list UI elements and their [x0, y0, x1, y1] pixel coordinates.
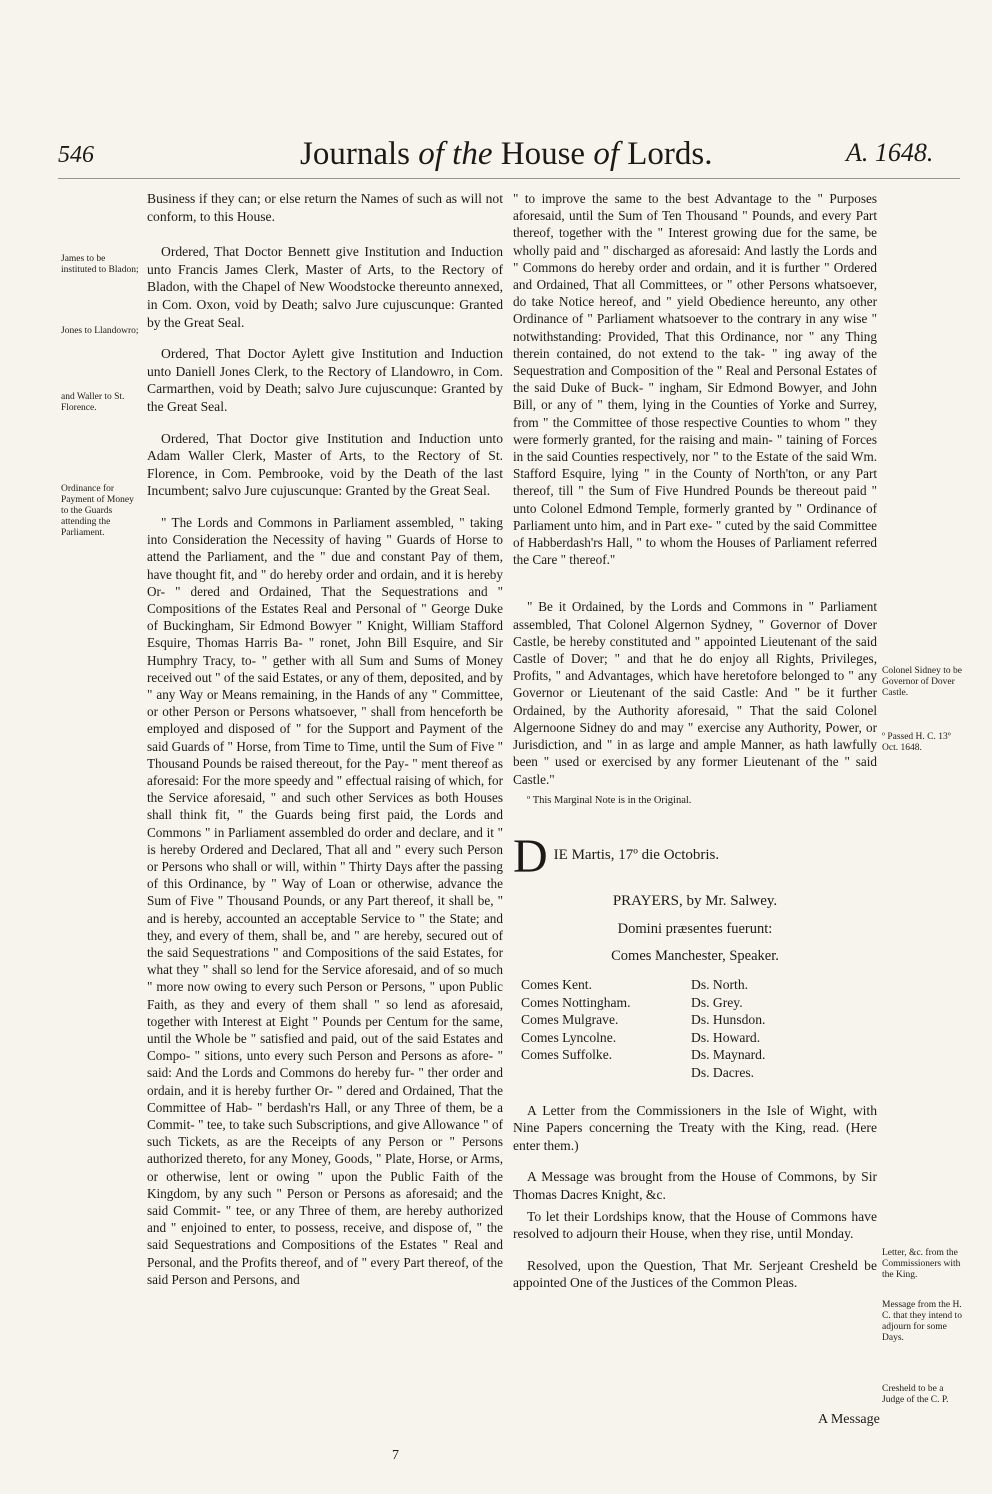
lord-entry: Comes Nottingham. — [521, 994, 631, 1010]
lord-entry: Ds. Howard. — [691, 1029, 761, 1045]
page-title: Journals of the House of Lords. — [300, 136, 713, 172]
margin-note-waller: and Waller to St. Florence. — [61, 392, 125, 413]
ordinance-sydney: " Be it Ordained, by the Lords and Commons in " Parliament assembled, That Colonel Algernon Sydney, " Governor of Dover Castle, be hereby constituted and " appointed Lieutenant of the said Castle of Dover; " and that he do enjoy all Rights, Privileges, Profits, " and Advantages, which have heretofore belonged to " any Governor or Lieutenant of the said Castle: And " be it further Ordained, by the Authority aforesaid, " That the said Colonel Algernoone Sidney do and may " exercise any Authority, Power, or Jurisdiction, and " in as large and ample Manner, as hath lawfully been " used or exercised by any former Lieutenant of the " said Castle." — [513, 599, 877, 787]
lord-entry: Comes Kent. — [521, 977, 592, 993]
drop-cap: D — [513, 830, 548, 884]
footnote: º This Marginal Note is in the Original. — [527, 794, 692, 806]
lord-entry: Ds. Grey. — [691, 994, 743, 1010]
message-commons: A Message was brought from the House of Commons, by Sir Thomas Dacres Knight, &c. — [513, 1169, 877, 1203]
speaker-line: Comes Manchester, Speaker. — [611, 948, 779, 965]
lord-entry: Comes Suffolke. — [521, 1047, 613, 1063]
lord-entry: Ds. Maynard. — [691, 1047, 766, 1063]
margin-note-sidney: Colonel Sidney to be Governor of Dover Castle. — [882, 666, 962, 698]
margin-note-letter: Letter, &c. from the Commissioners with the King. — [882, 1248, 961, 1280]
ordinance-continuation: " to improve the same to the best Advantage to the " Purposes aforesaid, until the Sum of Ten Thousand " Pounds, and every Part thereof, together with the " Interest growing due for the same, be wholly paid and " discharged as aforesaid: And lastly the Lords and " Commons do hereby order and ordain, and it is further " Ordered and Ordained, That all Committees, or " other Persons whatsoever, do take Notice hereof, and " yield Obedience hereunto, any other Ordinance of " Parliament whatsoever to the contrary in any wise " notwithstanding: Provided, That this Ordinance, nor " any Thing therein contained, do not extend to the tak- " ing away of the Sequestration and Composition of the " Real and Personal Estates of the said Duke of Buck- " ingham, Sir Edmond Bowyer, and John Bill, or any of " them, lying in the Counties of Yorke and Surrey, from " the Committee of those respective Counties to whom " they were formerly granted, for the raising and main- " taining of Forces in the said Counties respectively, nor " to the Estate of the said Wm. Stafford Esquire, lying " in the County of North'ton, or any Part thereof, till " the Sum of Five Hundred Pounds be thereout paid " unto Colonel Edmond Temple, formerly granted by " Ordinance of Parliament unto him, and in Part exe- " cuted by the said Committee of Habberdash'rs Hall, " to whom the Houses of Parliament referred the Care " thereof." — [513, 191, 877, 568]
letter-commissioners: A Letter from the Commissioners in the Isle of Wight, with Nine Papers concerning the Treaty with the King, read. (Here enter them.) — [513, 1102, 877, 1153]
lords-present-list — [521, 976, 877, 1082]
die-heading: D IE Martis, 17º die Octobris. — [513, 830, 720, 884]
paragraph-continuation: Business if they can; or else return the Names of such as will not conform, to this House. — [147, 191, 503, 224]
lord-entry: Ds. Hunsdon. — [691, 1012, 766, 1028]
presentes-line: Domini præsentes fuerunt: — [617, 920, 773, 937]
prayers-line: PRAYERS, by Mr. Salwey. — [612, 893, 778, 910]
ordinance-guards: " The Lords and Commons in Parliament assembled, " taking into Consideration the Necessity of having " Guards of Horse to attend the Parliament, and the " due and constant Pay of them, have thought fit, and " do hereby order and ordain, and it is hereby Or- " dered and Ordained, That the Sequestrations and " Compositions of the Estates Real and Personal of " George Duke of Buckingham, Sir Edmond Bowyer " Knight, William Stafford Esquire, Thomas Harris Ba- " ronet, John Bill Esquire, and Sir Humphry Tracy, to- " gether with all Sum and Sums of Money received out " of the said Estates, or any of them, deposited, and by " any Way or Means remaining, in the Hands of any " Committee, or other Person or Persons whatsoever, " shall from henceforth be employed and disposed of " for the Support and Payment of the said Guards of " Horse, from Time to Time, until the Sum of Five " Thousand Pounds be raised thereout, for the Pay- " ment thereof as aforesaid: For the more speedy and " effectual raising of which, for the Service aforesaid, " and such other Services as both Houses shall think fit, " the Guards being first paid, the Lords and Commons " in Parliament assembled do order and declare, and it " is hereby Ordered and Declared, That all and " every such Person or Persons who shall or will, within " Thirty Days after the passing of this Ordinance, by " Way of Loan or otherwise, advance the Sum of Five " Thousand Pounds, or any Part thereof, it shall be, " and is hereby, accounted an acceptable Service to " the State; and they, and every of them, shall be, and " are hereby, secured out of the said Sequestrations " and Compositions of the said Estates, for what they " shall so lend for the Service aforesaid, and of so much " more now owing to every such Person or Persons, " upon Public Faith, as they and every of them shall " so lend as aforesaid, together with Interest at Eight " Pounds per Centum for the same, until the Whole be " satisfied and paid, out of the said Estates and Compo- " sitions, unto every such Person and Persons as afore- " said: And the Lords and Commons do hereby fur- " ther order and ordain, and it is hereby further Or- " dered and Ordained, That the Committee of Hab- " berdash'rs Hall, or any Three of them, be a Commit- " tee, to take such Subscriptions, and give Allowance " of such Tickets, as are the Receipts of any Person or " Persons authorized thereto, for any Money, Goods, " Plate, Horse, or Arms, or otherwise, lent or owing " upon the Public Faith of the Kingdom, by any such " Person or Persons as aforesaid; and the said Commit- " tee, or any Three of them, are hereby authorized and " enjoined to enter, to possess, receive, and dispose of, " the said Sequestrations and Compositions of the Estates " Real and Personal, and the Profits thereof, and of " every Part thereof, of the said Person and Persons, and — [147, 514, 503, 1287]
margin-note-passed: º Passed H. C. 13º Oct. 1648. — [882, 732, 951, 753]
margin-note-message: Message from the H. C. that they intend to adjourn for some Days. — [882, 1300, 962, 1343]
header-rule — [58, 178, 960, 179]
lord-entry: Comes Mulgrave. — [521, 1012, 619, 1028]
catchword: A Message — [818, 1412, 880, 1427]
order-waller: Ordered, That Doctor give Institution and Induction unto Adam Waller Clerk, Master of Arts, to the Rectory of St. Florence, in Com. Pembrooke, void by the Death of the last Incumbent; salvo Jure cujuscunque: Granted by the Great Seal. — [147, 430, 503, 499]
lord-entry: Ds. North. — [691, 977, 749, 993]
year-heading: A. 1648. — [846, 138, 934, 167]
margin-note-james: James to be instituted to Bladon; — [61, 254, 139, 275]
signature-mark: 7 — [392, 1448, 399, 1463]
page-number: 546 — [58, 142, 94, 168]
lord-entry: Comes Lyncolne. — [521, 1029, 617, 1045]
order-aylett: Ordered, That Doctor Aylett give Institution and Induction unto Daniell Jones Clerk, to the Rectory of Llandowro, in Com. Carmarthen, void by Death; salvo Jure cujuscunque: Granted by the Great Seal. — [147, 346, 503, 414]
right-column — [513, 190, 877, 1306]
adjourn-notice: To let their Lordships know, that the House of Commons have resolved to adjourn their House, when they rise, until Monday. — [513, 1208, 877, 1242]
margin-note-cresheld: Cresheld to be a Judge of the C. P. — [882, 1384, 949, 1405]
resolved-cresheld: Resolved, upon the Question, That Mr. Serjeant Cresheld be appointed One of the Justices of the Common Pleas. — [513, 1257, 877, 1291]
lord-entry: Ds. Dacres. — [691, 1065, 755, 1081]
margin-note-ordinance: Ordinance for Payment of Money to the Guards attending the Parliament. — [61, 484, 134, 538]
left-column — [147, 190, 503, 1302]
margin-note-jones: Jones to Llandowro; — [61, 326, 139, 336]
order-bennett: Ordered, That Doctor Bennett give Institution and Induction unto Francis James Clerk, Master of Arts, to the Rectory of Bladon, with the Chapel of New Woodstocke thereunto annexed, in Com. Oxon, void by Death; salvo Jure cujuscunque: Granted by the Great Seal. — [147, 244, 503, 330]
